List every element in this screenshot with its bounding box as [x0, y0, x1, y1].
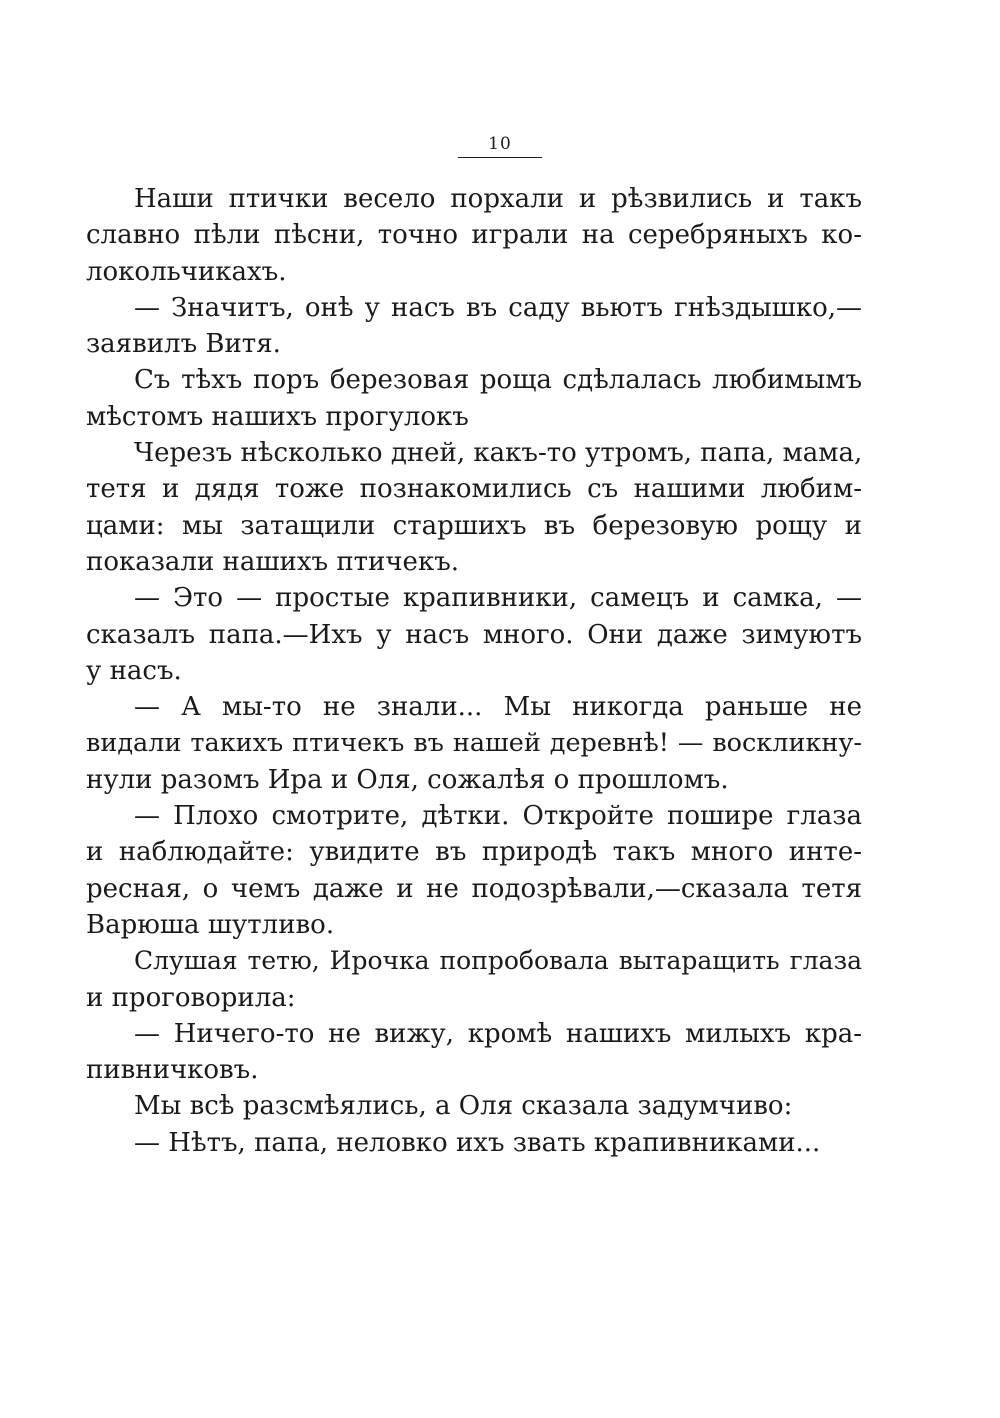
text-line: локольчикахъ.	[86, 256, 287, 287]
text-line: — Это — простые крапивники, самецъ и самка, —	[134, 583, 862, 614]
text-line: тетя и дядя тоже познакомились съ нашими любим-	[86, 474, 862, 505]
text-line: видали такихъ птичекъ въ нашей деревнѣ! — воскликну-	[86, 728, 862, 759]
text-line: заявилъ Витя.	[86, 329, 281, 360]
text-line: мѣстомъ нашихъ прогулокъ	[86, 401, 469, 432]
body-text	[86, 181, 862, 1161]
page-header	[0, 134, 1000, 158]
text-line: показали нашихъ птичекъ.	[86, 546, 460, 577]
text-line: и наблюдайте: увидите въ природѣ такъ много инте-	[86, 837, 862, 868]
text-line: у насъ.	[86, 655, 182, 686]
text-line: Черезъ нѣсколько дней, какъ-то утромъ, папа, мама,	[134, 438, 863, 469]
text-line: Мы всѣ разсмѣялись, а Оля сказала задумчиво:	[134, 1091, 793, 1122]
text-line: Съ тѣхъ поръ березовая роща сдѣлалась любимымъ	[134, 365, 862, 396]
text-line: ресная, о чемъ даже и не подозрѣвали,—сказала тетя	[86, 873, 862, 904]
text-line: — Ничего-то не вижу, кромѣ нашихъ милыхъ кра-	[134, 1018, 862, 1049]
page-number: 10	[458, 134, 542, 158]
text-line: Слушая тетю, Ирочка попробовала вытаращить глаза	[134, 946, 862, 976]
text-line: славно пѣли пѣсни, точно играли на серебряныхъ ко-	[86, 220, 862, 251]
text-line: и проговорила:	[86, 982, 296, 1013]
text-line: — Плохо смотрите, дѣтки. Откройте пошире глаза	[134, 801, 862, 832]
text-line: нули разомъ Ира и Оля, сожалѣя о прошломъ.	[86, 764, 729, 795]
text-line: Варюша шутливо.	[86, 909, 335, 940]
text-line: пивничковъ.	[86, 1055, 259, 1086]
text-line: — А мы-то не знали... Мы никогда раньше не	[134, 692, 862, 723]
text-line: Наши птички весело порхали и рѣзвились и такъ	[134, 184, 862, 214]
text-line: цами: мы затащили старшихъ въ березовую рощу и	[86, 510, 862, 541]
text-line: — Значитъ, онѣ у насъ въ саду вьютъ гнѣздышко,—	[134, 292, 862, 323]
text-line: сказалъ папа.—Ихъ у насъ много. Они даже зимуютъ	[86, 619, 862, 650]
text-line: — Нѣтъ, папа, неловко ихъ звать крапивниками...	[134, 1127, 821, 1158]
